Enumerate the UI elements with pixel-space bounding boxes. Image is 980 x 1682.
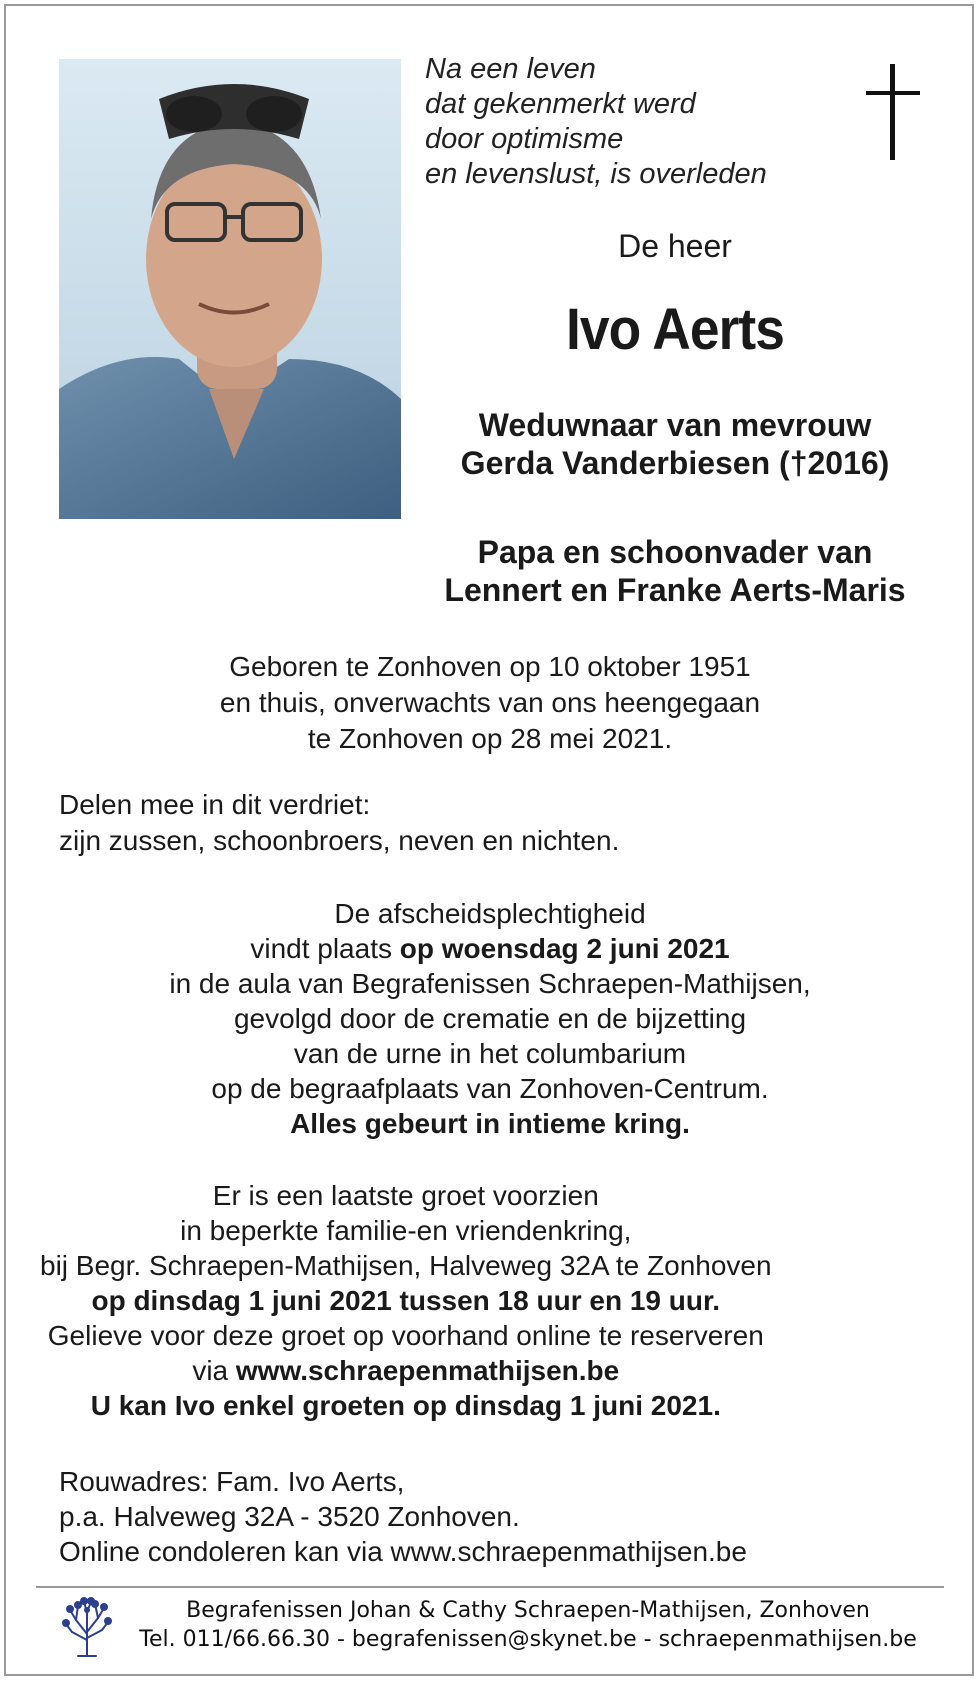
website-link[interactable]: www.schraepenmathijsen.be [235, 1355, 620, 1386]
ceremony-info [40, 896, 940, 1141]
tree-logo-icon [62, 1594, 112, 1658]
mourners-note [59, 787, 619, 859]
greeting-only-note [40, 1388, 772, 1423]
ceremony-line: op de begraafplaats van Zonhoven-Centrum. [211, 1073, 769, 1104]
portrait-photo [59, 59, 401, 519]
footer-divider [36, 1586, 944, 1588]
ceremony-date-line [40, 931, 940, 966]
share-line: Delen mee in dit verdriet: [59, 789, 371, 820]
birth-death-info [90, 649, 890, 757]
intro-line: door optimisme [425, 123, 624, 155]
greeting-link-line [40, 1353, 772, 1388]
ceremony-line: De afscheidsplechtigheid [334, 898, 646, 929]
family-note [380, 533, 970, 609]
mourning-address [59, 1464, 747, 1569]
ceremony-line: van de urne in het columbarium [293, 1038, 687, 1069]
cross-icon [866, 64, 920, 160]
private-note-text: Alles gebeurt in intieme kring. [290, 1108, 690, 1139]
last-greeting-info [40, 1178, 772, 1423]
intro-line: Na een leven [425, 53, 596, 85]
greeting-link-prefix: via [192, 1355, 236, 1386]
condolence-line: Online condoleren kan via www.schraepenmathijsen.be [59, 1536, 747, 1567]
intro-line: dat gekenmerkt werd [425, 88, 696, 120]
footer-contact: Tel. 011/66.66.30 - begrafenissen@skynet.be - schraepenmathijsen.be [139, 1627, 917, 1652]
greeting-line: Gelieve voor deze groet op voorhand online te reserveren [47, 1320, 764, 1351]
greeting-line: bij Begr. Schraepen-Mathijsen, Halveweg 32A te Zonhoven [40, 1250, 772, 1281]
intro-line: en levenslust, is overleden [425, 158, 767, 190]
ceremony-line: in de aula van Begrafenissen Schraepen-Mathijsen, [169, 968, 811, 999]
greeting-time-text: op dinsdag 1 juni 2021 tussen 18 uur en 19 uur. [91, 1285, 721, 1316]
widower-line: Gerda Vanderbiesen (†2016) [460, 445, 890, 481]
address-line: Rouwadres: Fam. Ivo Aerts, [59, 1466, 405, 1497]
born-line: Geboren te Zonhoven op 10 oktober 1951 [229, 651, 751, 682]
greeting-only-text: U kan Ivo enkel groeten op dinsdag 1 juni 2021. [90, 1390, 721, 1421]
greeting-line: in beperkte familie-en vriendenkring, [180, 1215, 632, 1246]
born-line: en thuis, onverwachts van ons heengegaan [219, 687, 761, 718]
greeting-line: Er is een laatste groet voorzien [212, 1180, 599, 1211]
widower-line: Weduwnaar van mevrouw [478, 407, 872, 443]
greeting-time [40, 1283, 772, 1318]
deceased-name: Ivo Aerts [565, 297, 785, 362]
intro-verse [425, 52, 805, 192]
honorific: De heer [618, 228, 732, 264]
footer-company: Begrafenissen Johan & Cathy Schraepen-Mathijsen, Zonhoven [186, 1598, 870, 1623]
ceremony-date: op woensdag 2 juni 2021 [399, 933, 730, 964]
ceremony-prefix: vindt plaats [250, 933, 400, 964]
ceremony-private-note [40, 1106, 940, 1141]
family-line: Lennert en Franke Aerts-Maris [444, 572, 906, 608]
share-line: zijn zussen, schoonbroers, neven en nichten. [59, 825, 620, 856]
funeral-home-footer [118, 1596, 938, 1654]
address-line: p.a. Halveweg 32A - 3520 Zonhoven. [59, 1501, 520, 1532]
born-line: te Zonhoven op 28 mei 2021. [307, 723, 673, 754]
widower-note [400, 406, 950, 482]
family-line: Papa en schoonvader van [477, 534, 873, 570]
ceremony-line: gevolgd door de crematie en de bijzetting [233, 1003, 747, 1034]
